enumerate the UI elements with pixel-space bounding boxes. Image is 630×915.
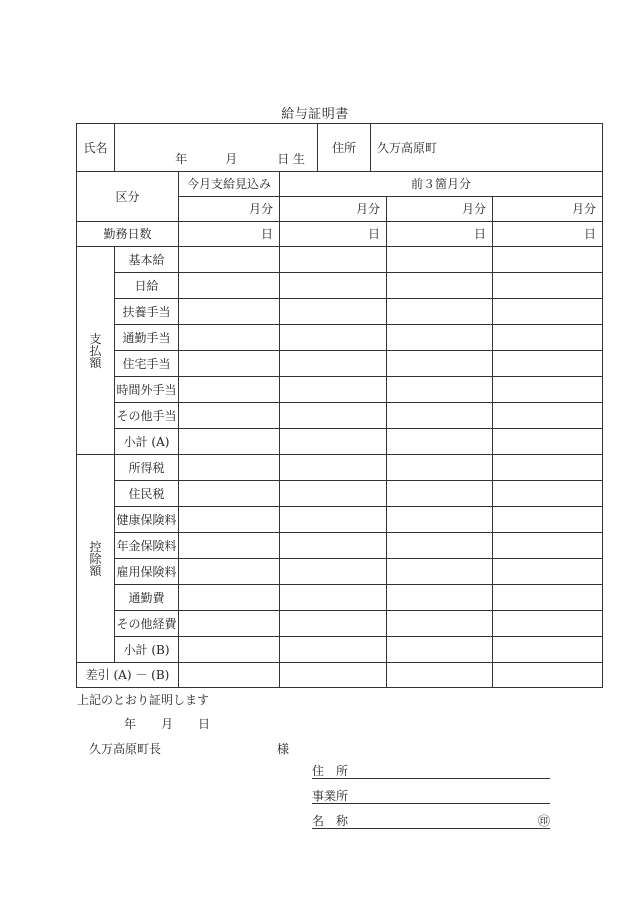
deduction-cell[interactable] [387, 559, 493, 585]
difference-cell[interactable] [387, 663, 493, 688]
payment-item-label: 住宅手当 [115, 351, 179, 377]
payment-cell[interactable] [387, 429, 493, 455]
payment-cell[interactable] [179, 325, 280, 351]
payment-cell[interactable] [280, 299, 387, 325]
deduction-subtotal-label: 小計 (B) [115, 637, 179, 663]
deduction-item-label: その他経費 [115, 611, 179, 637]
payment-subtotal-label: 小計 (A) [115, 429, 179, 455]
deduction-item-label: 年金保険料 [115, 533, 179, 559]
deduction-cell[interactable] [179, 559, 280, 585]
work-days-label: 勤務日数 [77, 222, 179, 247]
deduction-cell[interactable] [280, 481, 387, 507]
deduction-cell[interactable] [387, 585, 493, 611]
payment-group-label: 支 払 額 [77, 247, 115, 455]
payment-cell[interactable] [179, 429, 280, 455]
payment-cell[interactable] [179, 247, 280, 273]
deduction-cell[interactable] [179, 585, 280, 611]
payment-cell[interactable] [493, 351, 603, 377]
signature-address-line[interactable] [312, 762, 550, 779]
payment-cell[interactable] [387, 273, 493, 299]
cert-day-label: 日 [198, 717, 211, 731]
payment-cell[interactable] [280, 351, 387, 377]
current-month-label: 今月支給見込み [179, 172, 280, 197]
deduction-cell[interactable] [387, 481, 493, 507]
deduction-item-label: 雇用保険料 [115, 559, 179, 585]
signature-address-label: 住 所 [312, 764, 349, 778]
honorific-sama: 様 [277, 742, 290, 756]
cert-year-label: 年 [124, 717, 137, 731]
signature-name-line[interactable] [312, 812, 550, 829]
work-days-current[interactable]: 日 [179, 222, 280, 247]
payment-cell[interactable] [493, 247, 603, 273]
birth-day-label: 日 生 [277, 152, 306, 166]
prev-three-months-label: 前３箇月分 [280, 172, 603, 197]
difference-label: 差引 (A) － (B) [77, 663, 179, 688]
deduction-cell[interactable] [387, 533, 493, 559]
prev-month-3-field[interactable]: 月分 [493, 197, 603, 222]
payment-cell[interactable] [493, 299, 603, 325]
deduction-cell[interactable] [493, 481, 603, 507]
payment-item-label: 時間外手当 [115, 377, 179, 403]
deduction-item-label: 住民税 [115, 481, 179, 507]
deduction-cell[interactable] [179, 533, 280, 559]
payment-item-label: 日給 [115, 273, 179, 299]
seal-mark: ㊞ [537, 814, 550, 828]
deduction-cell[interactable] [493, 585, 603, 611]
mayor-addressee: 久万高原町長 [89, 742, 162, 756]
deduction-cell[interactable] [493, 559, 603, 585]
signature-office-line[interactable] [312, 787, 550, 804]
payment-cell[interactable] [179, 403, 280, 429]
deduction-cell[interactable] [280, 533, 387, 559]
payment-cell[interactable] [280, 403, 387, 429]
signature-name-label: 名 称 [312, 814, 349, 828]
payment-cell[interactable] [493, 403, 603, 429]
deduction-cell[interactable] [280, 455, 387, 481]
deduction-cell[interactable] [493, 611, 603, 637]
payment-cell[interactable] [280, 325, 387, 351]
deduction-cell[interactable] [387, 611, 493, 637]
deduction-cell[interactable] [493, 507, 603, 533]
deduction-cell[interactable] [387, 455, 493, 481]
payment-cell[interactable] [387, 377, 493, 403]
prev-month-2-field[interactable]: 月分 [387, 197, 493, 222]
payment-cell[interactable] [387, 299, 493, 325]
work-days-prev-2[interactable]: 日 [387, 222, 493, 247]
payment-item-label: 扶養手当 [115, 299, 179, 325]
deduction-cell[interactable] [179, 481, 280, 507]
deduction-cell[interactable] [387, 507, 493, 533]
birth-year-label: 年 [175, 152, 188, 166]
payment-cell[interactable] [387, 351, 493, 377]
deduction-cell[interactable] [387, 637, 493, 663]
prev-month-1-field[interactable]: 月分 [280, 197, 387, 222]
payment-cell[interactable] [179, 377, 280, 403]
work-days-prev-3[interactable]: 日 [493, 222, 603, 247]
name-label: 氏名 [77, 124, 115, 172]
name-field[interactable] [115, 124, 318, 172]
cert-month-label: 月 [161, 717, 174, 731]
payment-item-label: 通勤手当 [115, 325, 179, 351]
deduction-item-label: 所得税 [115, 455, 179, 481]
birth-date [175, 153, 311, 165]
signature-office-label: 事業所 [312, 789, 349, 803]
deduction-cell[interactable] [280, 637, 387, 663]
difference-cell[interactable] [179, 663, 280, 688]
deduction-cell[interactable] [280, 507, 387, 533]
payment-cell[interactable] [280, 273, 387, 299]
payment-cell[interactable] [493, 273, 603, 299]
payment-cell[interactable] [280, 377, 387, 403]
deduction-cell[interactable] [179, 507, 280, 533]
deduction-group-label: 控 除 額 [77, 455, 115, 663]
document-title: 給与証明書 [281, 107, 349, 122]
deduction-item-label: 通勤費 [115, 585, 179, 611]
work-days-prev-1[interactable]: 日 [280, 222, 387, 247]
certification-text: 上記のとおり証明します [77, 693, 210, 707]
deduction-cell[interactable] [280, 611, 387, 637]
section-label: 区分 [77, 172, 179, 222]
deduction-cell[interactable] [280, 559, 387, 585]
payment-item-label: その他手当 [115, 403, 179, 429]
payment-cell[interactable] [493, 377, 603, 403]
deduction-cell[interactable] [493, 455, 603, 481]
payment-cell[interactable] [179, 299, 280, 325]
deduction-item-label: 健康保険料 [115, 507, 179, 533]
payment-cell[interactable] [493, 325, 603, 351]
payment-cell[interactable] [493, 429, 603, 455]
payment-cell[interactable] [280, 247, 387, 273]
payment-cell[interactable] [179, 351, 280, 377]
payment-cell[interactable] [387, 325, 493, 351]
address-label: 住所 [318, 124, 371, 172]
birth-month-label: 月 [225, 152, 238, 166]
payment-cell[interactable] [387, 247, 493, 273]
payment-cell[interactable] [387, 403, 493, 429]
deduction-cell[interactable] [179, 455, 280, 481]
deduction-cell[interactable] [280, 585, 387, 611]
payment-cell[interactable] [179, 273, 280, 299]
address-value[interactable]: 久万高原町 [371, 124, 603, 172]
deduction-cell[interactable] [179, 637, 280, 663]
difference-cell[interactable] [493, 663, 603, 688]
deduction-cell[interactable] [493, 533, 603, 559]
payment-cell[interactable] [280, 429, 387, 455]
payment-item-label: 基本給 [115, 247, 179, 273]
difference-cell[interactable] [280, 663, 387, 688]
salary-table [76, 123, 603, 688]
current-month-field[interactable]: 月分 [179, 197, 280, 222]
deduction-cell[interactable] [493, 637, 603, 663]
deduction-cell[interactable] [179, 611, 280, 637]
